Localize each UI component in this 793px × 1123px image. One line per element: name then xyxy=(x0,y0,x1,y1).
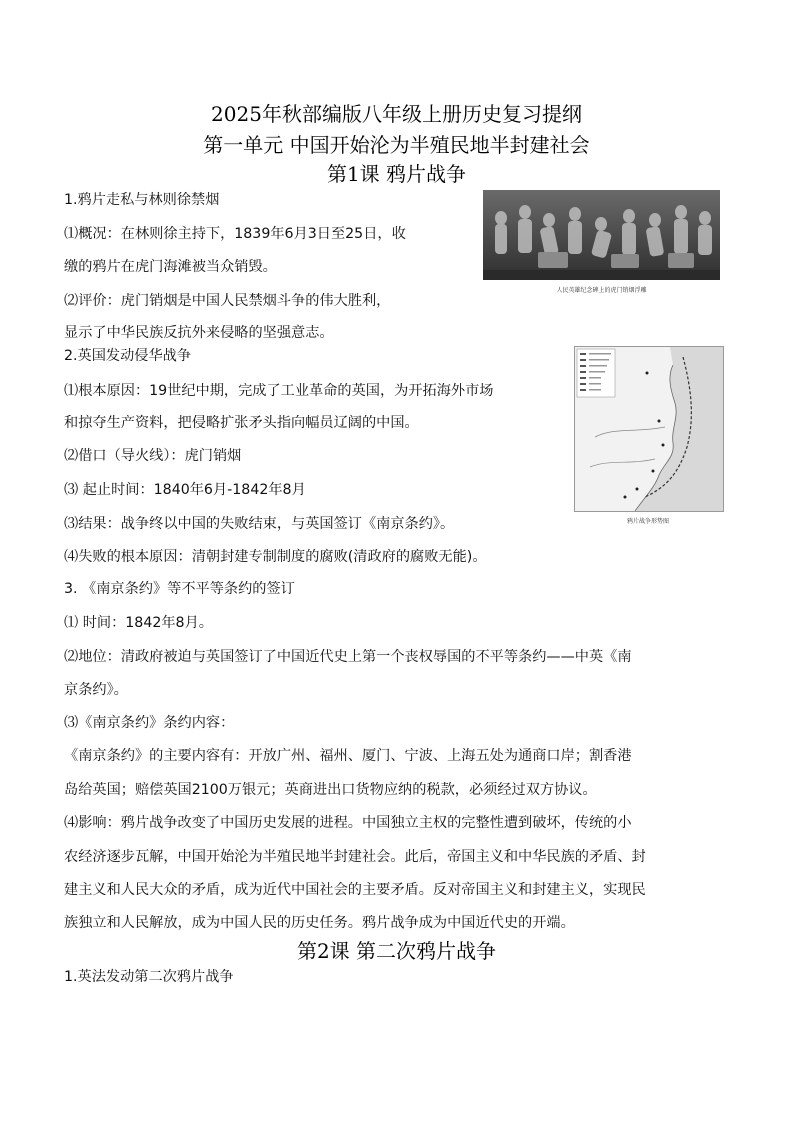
paragraph-line: 农经济逐步瓦解，中国开始沦为半殖民地半封建社会。此后，帝国主义和中华民族的矛盾、封 xyxy=(64,849,646,865)
lesson1-title: 第1课 鸦片战争 xyxy=(326,162,467,186)
paragraph-line: ⑴概况：在林则徐主持下，1839年6月3日至25日，收 xyxy=(64,226,406,242)
paragraph-line: ⑴ 时间：1842年8月。 xyxy=(64,615,213,631)
paragraph-line: 缴的鸦片在虎门海滩被当众销毁。 xyxy=(64,259,277,275)
section-heading: 3. 《南京条约》等不平等条约的签订 xyxy=(64,581,295,597)
relief-caption: 人民英雄纪念碑上的虎门销烟浮雕 xyxy=(556,287,647,294)
section-heading: 2.英国发动侵华战争 xyxy=(64,348,192,364)
unit-title: 第一单元 中国开始沦为半殖民地半封建社会 xyxy=(203,133,590,157)
paragraph-line: ⑶ 起止时间：1840年6月-1842年8月 xyxy=(64,482,306,498)
relief-illustration xyxy=(483,190,720,280)
opium-war-map xyxy=(574,346,724,512)
paragraph-line: ⑵地位：清政府被迫与英国签订了中国近代史上第一个丧权辱国的不平等条约——中英《南 xyxy=(64,649,632,665)
humen-relief-image xyxy=(483,190,720,280)
document-title: 2025年秋部编版八年级上册历史复习提纲 xyxy=(211,102,582,126)
map-illustration xyxy=(575,347,723,511)
paragraph-line: 族独立和人民解放，成为中国人民的历史任务。鸦片战争成为中国近代史的开端。 xyxy=(64,915,575,931)
paragraph-line: ⑵借口（导火线）：虎门销烟 xyxy=(64,448,242,464)
lesson2-title: 第2课 第二次鸦片战争 xyxy=(296,939,497,963)
paragraph-line: 建主义和人民大众的矛盾，成为近代中国社会的主要矛盾。反对帝国主义和封建主义，实现民 xyxy=(64,882,646,898)
map-caption: 鸦片战争形势图 xyxy=(626,518,669,525)
paragraph-line: ⑵评价：虎门销烟是中国人民禁烟斗争的伟大胜利， xyxy=(64,293,391,309)
paragraph-line: ⑷失败的根本原因：清朝封建专制制度的腐败(清政府的腐败无能)。 xyxy=(64,549,487,565)
section-heading: 1.鸦片走私与林则徐禁烟 xyxy=(64,192,220,208)
paragraph-line: 和掠夺生产资料，把侵略扩张矛头指向幅员辽阔的中国。 xyxy=(64,415,419,431)
paragraph-line: ⑴根本原因：19世纪中期，完成了工业革命的英国，为开拓海外市场 xyxy=(64,383,494,399)
paragraph-line: 京条约》。 xyxy=(64,682,128,698)
paragraph-line: 《南京条约》的主要内容有：开放广州、福州、厦门、宁波、上海五处为通商口岸；割香港 xyxy=(64,748,632,764)
paragraph-line: ⑷影响：鸦片战争改变了中国历史发展的进程。中国独立主权的完整性遭到破坏，传统的小 xyxy=(64,815,632,831)
paragraph-line: 显示了中华民族反抗外来侵略的坚强意志。 xyxy=(64,325,334,341)
paragraph-line: ⑶《南京条约》条约内容： xyxy=(64,715,235,731)
paragraph-line: 岛给英国；赔偿英国2100万银元；英商进出口货物应纳的税款，必须经过双方协议。 xyxy=(64,782,597,798)
section-heading: 1.英法发动第二次鸦片战争 xyxy=(64,969,234,985)
paragraph-line: ⑶结果：战争终以中国的失败结束，与英国签订《南京条约》。 xyxy=(64,516,455,532)
